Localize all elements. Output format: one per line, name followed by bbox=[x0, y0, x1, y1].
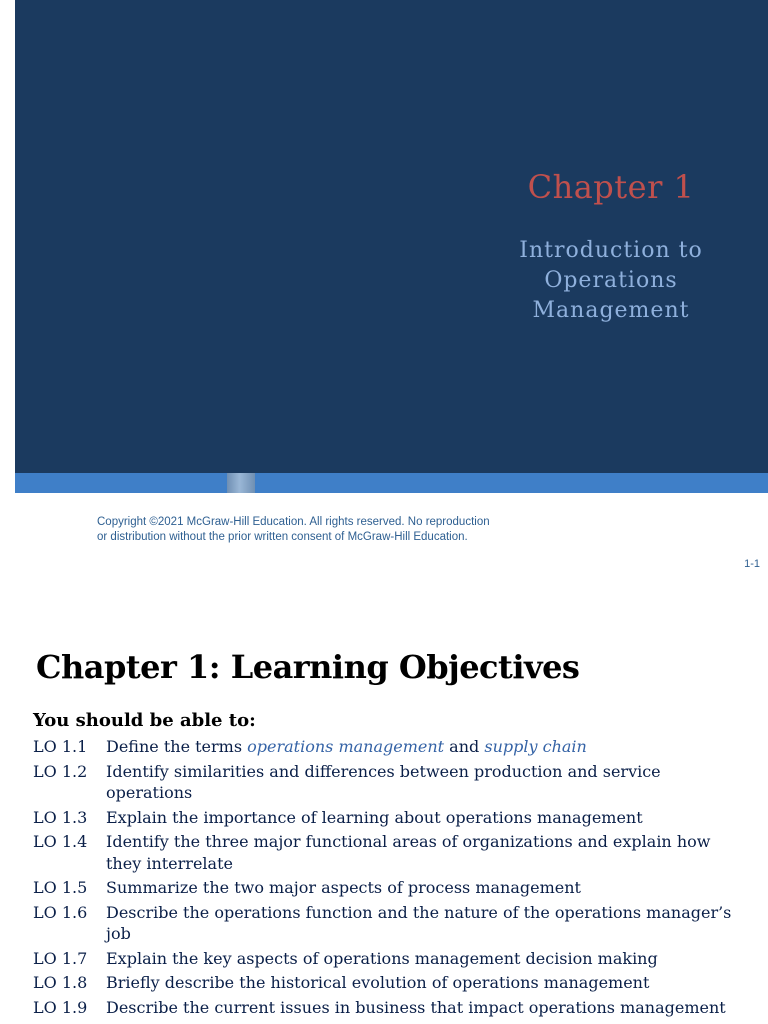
term-operations-management: operations management bbox=[247, 737, 445, 756]
objective-text bbox=[106, 736, 733, 758]
subtitle-line: Management bbox=[532, 298, 690, 323]
objective-item bbox=[33, 902, 733, 945]
chapter-subtitle bbox=[470, 236, 752, 326]
objective-text-part: and bbox=[444, 737, 485, 756]
objective-code: LO 1.9 bbox=[33, 997, 88, 1017]
objectives-intro: You should be able to: bbox=[33, 710, 256, 731]
objective-item bbox=[33, 948, 733, 970]
objective-item bbox=[33, 831, 733, 874]
objective-item bbox=[33, 761, 733, 804]
objective-text: Briefly describe the historical evolution of operations management bbox=[106, 973, 650, 992]
objective-code: LO 1.1 bbox=[33, 737, 88, 756]
subtitle-line: Operations bbox=[544, 268, 678, 293]
term-supply-chain: supply chain bbox=[484, 737, 587, 756]
objective-item bbox=[33, 877, 733, 899]
objective-code: LO 1.2 bbox=[33, 761, 88, 781]
copyright-line: or distribution without the prior written consent of McGraw-Hill Education. bbox=[97, 531, 468, 543]
copyright-notice bbox=[97, 515, 557, 545]
slide-number: 1-1 bbox=[744, 558, 760, 570]
objective-code: LO 1.6 bbox=[33, 902, 88, 922]
objectives-title: Chapter 1: Learning Objectives bbox=[36, 648, 580, 686]
objective-code: LO 1.7 bbox=[33, 948, 88, 968]
band-notch bbox=[227, 473, 255, 493]
objective-item bbox=[33, 807, 733, 829]
objective-text: Identify similarities and differences between production and service operations bbox=[106, 761, 661, 802]
objective-text: Identify the three major functional areas of organizations and explain how they interrelate bbox=[106, 832, 711, 873]
objectives-list bbox=[33, 736, 733, 1021]
objective-text: Explain the key aspects of operations management decision making bbox=[106, 948, 658, 968]
copyright-line: Copyright ©2021 McGraw-Hill Education. All rights reserved. No reproduction bbox=[97, 516, 490, 528]
objective-text-part: Define the terms bbox=[106, 737, 248, 756]
objective-code: LO 1.5 bbox=[33, 878, 88, 897]
chapter-title: Chapter 1 bbox=[527, 168, 695, 206]
objective-text: Summarize the two major aspects of process management bbox=[106, 878, 581, 897]
objective-text: Describe the operations function and the nature of the operations manager’s job bbox=[106, 902, 732, 943]
objective-item bbox=[33, 736, 733, 758]
objective-text: Describe the current issues in business that impact operations management bbox=[106, 997, 726, 1017]
objective-code: LO 1.4 bbox=[33, 832, 88, 851]
subtitle-line: Introduction to bbox=[519, 238, 703, 263]
accent-band bbox=[15, 473, 768, 493]
objective-text: Explain the importance of learning about operations management bbox=[106, 807, 643, 827]
objective-code: LO 1.3 bbox=[33, 807, 88, 827]
objective-item bbox=[33, 972, 733, 994]
objective-code: LO 1.8 bbox=[33, 973, 88, 992]
objective-item bbox=[33, 997, 733, 1019]
